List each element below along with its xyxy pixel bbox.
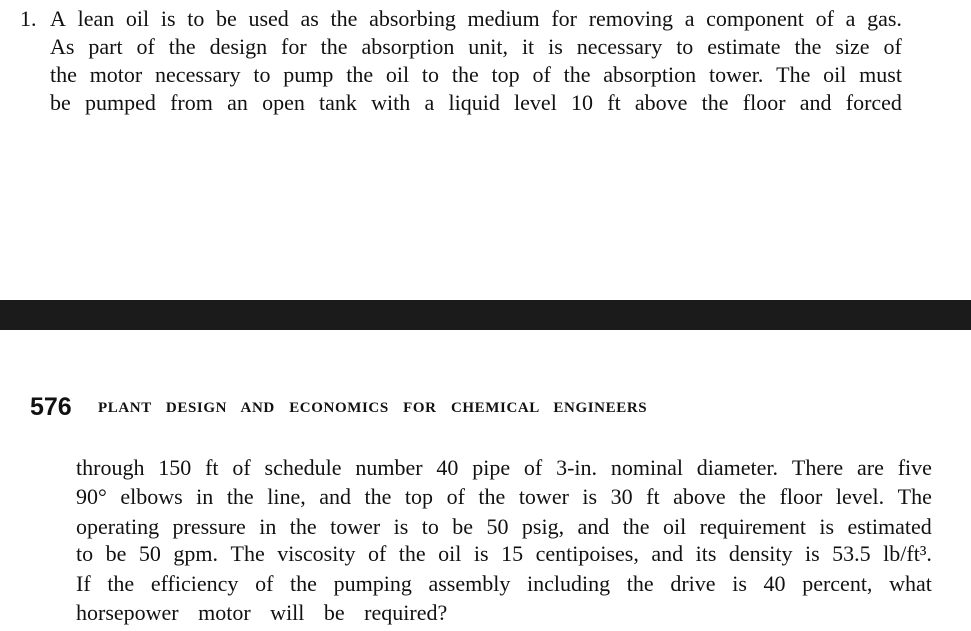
continued-text-line-2: 90° elbows in the line, and the top of the tower is 30 ft above the floor level. The (76, 484, 932, 509)
page-number: 576 (30, 393, 72, 421)
continued-text-line-3: operating pressure in the tower is to be 50 psig, and the oil requirement is estimated (76, 514, 932, 539)
problem-text-line-1: A lean oil is to be used as the absorbing medium for removing a component of a gas. (50, 6, 902, 31)
continued-text-line-6: horsepower motor will be required? (76, 600, 448, 625)
page-divider-bar (0, 300, 971, 330)
problem-text-line-3: the motor necessary to pump the oil to the top of the absorption tower. The oil must (50, 62, 902, 87)
continued-text-line-4: to be 50 gpm. The viscosity of the oil is 15 centipoises, and its density is 53.5 lb/ft³. (76, 541, 932, 566)
continued-text-line-1: through 150 ft of schedule number 40 pipe of 3-in. nominal diameter. There are five (76, 455, 932, 480)
book-title: PLANT DESIGN AND ECONOMICS FOR CHEMICAL ENGINEERS (98, 400, 648, 416)
problem-text-line-2: As part of the design for the absorption unit, it is necessary to estimate the size of (50, 34, 902, 59)
problem-text-line-4: be pumped from an open tank with a liquid level 10 ft above the floor and forced (50, 90, 902, 115)
continued-text-line-5: If the efficiency of the pumping assembly including the drive is 40 percent, what (76, 571, 932, 596)
problem-number: 1. (20, 6, 37, 31)
page-header (30, 393, 650, 423)
